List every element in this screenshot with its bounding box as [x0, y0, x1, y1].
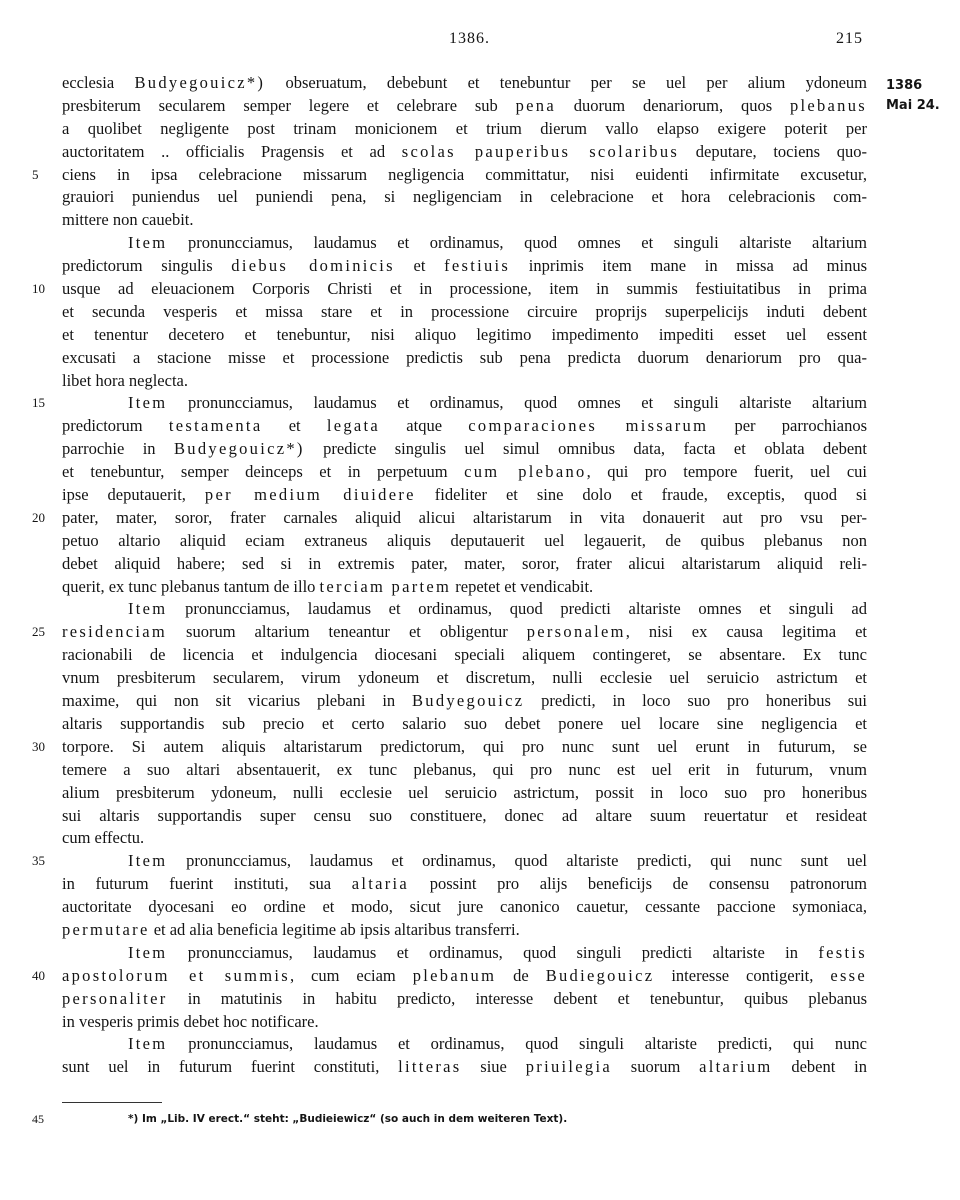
footnote: *) Im „Lib. IV erect.“ steht: „Budieiewicz“ (so auch in dem weiteren Text). — [128, 1113, 568, 1125]
text-line — [0, 576, 960, 599]
text-run: torpore. Si autem aliquis altaristarum predictorum, qui pro nunc sunt uel erunt in futurum, se — [62, 736, 867, 756]
line-text — [62, 324, 867, 347]
text-line — [0, 530, 960, 553]
text-line — [0, 850, 960, 873]
line-text — [62, 1011, 867, 1034]
text-run: sui altaris supportandis super censu suo constituere, donec ad altare suum reuertatur et resideat — [62, 805, 867, 825]
line-text — [62, 118, 867, 141]
text-run: per parrochianos — [708, 416, 867, 436]
text-run: mittere non cauebit. — [62, 210, 194, 230]
line-text — [62, 736, 867, 759]
spaced-emphasis: plebanus — [789, 95, 867, 115]
text-line — [0, 415, 960, 438]
spaced-emphasis: priuilegia — [525, 1057, 612, 1077]
spaced-emphasis: residenciam — [62, 622, 168, 642]
text-run: pronuncciamus, laudamus et ordinamus, quod omnes et singuli altariste altarium — [167, 233, 867, 253]
line-number: 10 — [32, 281, 45, 297]
spaced-emphasis: Item — [128, 233, 168, 253]
text-line — [0, 95, 960, 118]
text-line — [0, 255, 960, 278]
text-line — [0, 782, 960, 805]
spaced-emphasis: festis — [818, 942, 867, 962]
text-run: predicte singulis uel simul omnibus data, facta et oblata debent — [304, 439, 867, 459]
line-text — [62, 164, 867, 187]
line-text — [62, 209, 867, 232]
text-run: pronuncciamus, laudamus et ordinamus, quod singuli predicti altariste in — [167, 942, 819, 962]
text-run: racionabili de licencia et indulgencia diocesani speciali aliquem contingeret, se absentare. Ex tunc — [62, 645, 867, 665]
line-text — [62, 621, 867, 644]
text-run: alium presbiterum ydoneum, nulli ecclesie uel seruicio astrictum, possit in loco suo pro honeribus — [62, 782, 867, 802]
text-run: , qui pro tempore fuerit, uel cui — [586, 462, 867, 482]
line-number: 15 — [32, 395, 45, 411]
line-number: 5 — [32, 166, 39, 182]
spaced-emphasis: litteras — [398, 1057, 462, 1077]
spaced-emphasis: esse — [830, 965, 867, 985]
text-line — [0, 370, 960, 393]
text-line — [0, 988, 960, 1011]
spaced-emphasis: Item — [128, 1034, 168, 1054]
line-text — [62, 461, 867, 484]
text-run: pronuncciamus, laudamus et ordinamus, quod omnes et singuli altariste altarium — [167, 393, 867, 413]
text-run: vnum presbiterum secularem, virum ydoneum et discretum, nulli ecclesie uel seruicio astrictum et — [62, 668, 867, 688]
text-run: ciens in ipsa celebracione missarum negligencia committatur, nisi euidenti infirmitate excusetur, — [62, 164, 867, 184]
text-run: in matutinis in habitu predicto, interesse debent et tenebuntur, quibus plebanus — [167, 988, 867, 1008]
text-run: siue — [461, 1057, 526, 1077]
spaced-emphasis: comparaciones missarum — [468, 416, 709, 436]
text-run: possint pro alijs beneficijs de consensu patronorum — [409, 874, 867, 894]
spaced-emphasis: altaria — [351, 874, 410, 894]
line-text — [62, 255, 867, 278]
text-line — [0, 1033, 960, 1056]
spaced-emphasis: plebanum — [412, 965, 497, 985]
text-run: usque ad eleuacionem Corporis Christi et in processione, item in summis festiuitatibus in prima — [62, 279, 867, 299]
text-run: presbiterum secularem semper legere et celebrare sub — [62, 95, 516, 115]
text-line — [0, 598, 960, 621]
text-run: ecclesia — [62, 73, 135, 92]
text-line — [0, 438, 960, 461]
text-run: sunt uel in futurum fuerint constituti, — [62, 1057, 399, 1077]
spaced-emphasis: diebus dominicis — [231, 256, 395, 276]
line-number: 35 — [32, 853, 45, 869]
text-run: repetet et vendicabit. — [451, 576, 594, 596]
text-run: auctoritate dyocesani eo ordine et modo, sicut jure canonico cauetur, cessante paccione symoniaca, — [62, 897, 867, 917]
text-run: duorum denariorum, quos — [555, 95, 790, 115]
text-run: parrochie in — [62, 439, 174, 459]
spaced-emphasis: festiuis — [444, 256, 511, 276]
text-line — [0, 667, 960, 690]
text-run: querit, ex tunc plebanus tantum de illo — [62, 576, 320, 596]
spaced-emphasis: Budiegouicz — [545, 965, 655, 985]
margin-day: Mai 24. — [886, 98, 940, 113]
text-run: suorum altarium teneantur et obligentur — [167, 622, 527, 642]
text-line — [0, 392, 960, 415]
text-run: debent in — [772, 1057, 867, 1077]
spaced-emphasis: Item — [128, 851, 168, 871]
spaced-emphasis: Budyegouicz*) — [134, 73, 266, 92]
text-line — [0, 919, 960, 942]
text-run: et ad alia beneficia legitime ab ipsis altaribus transferri. — [149, 919, 520, 939]
text-run: altaris supportandis sub precio et certo salario suo debet ponere uel locare sine negligencia et — [62, 713, 867, 733]
text-line — [0, 896, 960, 919]
line-text — [128, 850, 867, 873]
spaced-emphasis: Item — [128, 393, 168, 413]
spaced-emphasis: terciam partem — [319, 576, 452, 596]
text-line — [0, 942, 960, 965]
line-text — [62, 644, 867, 667]
text-run: libet hora neglecta. — [62, 370, 188, 390]
text-line — [0, 759, 960, 782]
spaced-emphasis: testamenta — [168, 416, 263, 436]
text-run: suorum — [611, 1057, 700, 1077]
text-line — [0, 141, 960, 164]
footnote-line-number: 45 — [32, 1112, 44, 1126]
line-text — [128, 232, 867, 255]
text-line — [0, 805, 960, 828]
line-text — [62, 919, 867, 942]
spaced-emphasis: permutare — [62, 919, 150, 939]
line-text — [62, 873, 867, 896]
document-body — [0, 72, 960, 1079]
text-run: predicti, in loco suo pro honeribus sui — [524, 691, 867, 711]
text-run: predictorum — [62, 416, 169, 436]
line-text — [128, 942, 867, 965]
text-line — [0, 736, 960, 759]
text-run: deputare, tociens quo- — [679, 141, 867, 161]
spaced-emphasis: personalem — [526, 622, 626, 642]
text-line — [0, 232, 960, 255]
line-text — [62, 301, 867, 324]
line-text — [62, 72, 867, 95]
text-run: , nisi ex causa legitima et — [625, 622, 867, 642]
line-text — [62, 530, 867, 553]
text-run: temere a suo altari absentauerit, ex tunc plebanus, qui pro nunc est uel erit in futurum, vnum — [62, 759, 867, 779]
text-run: maxime, qui non sit vicarius plebani in — [62, 691, 412, 711]
text-run: atque — [380, 416, 469, 436]
text-line — [0, 118, 960, 141]
text-run: pronuncciamus, laudamus et ordinamus, quod predicti altariste omnes et singuli ad — [167, 599, 867, 619]
text-line — [0, 209, 960, 232]
line-text — [62, 576, 867, 599]
line-text — [62, 507, 867, 530]
spaced-emphasis: scolas pauperibus scolaribus — [401, 141, 680, 161]
text-line — [0, 347, 960, 370]
text-line — [0, 72, 960, 95]
line-number: 20 — [32, 509, 45, 525]
page-number: 215 — [836, 30, 863, 47]
text-run: cum effectu. — [62, 828, 145, 848]
text-run: petuo altario aliquid eciam extraneus aliquis deputauerit uel legauerit, de quibus plebanus non — [62, 530, 867, 550]
line-text — [62, 782, 867, 805]
text-line — [0, 301, 960, 324]
line-text — [62, 667, 867, 690]
line-text — [62, 713, 867, 736]
text-line — [0, 713, 960, 736]
line-number: 30 — [32, 738, 45, 754]
line-number: 40 — [32, 967, 45, 983]
text-line — [0, 690, 960, 713]
line-text — [62, 415, 867, 438]
text-line — [0, 1056, 960, 1079]
spaced-emphasis: Budyegouicz — [411, 691, 525, 711]
spaced-emphasis: Budyegouicz*) — [173, 439, 305, 459]
margin-year: 1386 — [886, 78, 923, 93]
running-header — [0, 30, 960, 54]
text-line — [0, 278, 960, 301]
text-line — [0, 507, 960, 530]
text-run: pronuncciamus, laudamus et ordinamus, quod singuli altariste predicti, qui nunc — [167, 1034, 867, 1054]
spaced-emphasis: altarium — [699, 1057, 773, 1077]
spaced-emphasis: Item — [128, 599, 168, 619]
line-text — [62, 347, 867, 370]
line-text — [62, 553, 867, 576]
line-text — [62, 805, 867, 828]
text-run: pater, mater, soror, frater carnales aliquid alicui altaristarum in vita donauerit aut pro vsu per- — [62, 507, 867, 527]
line-text — [62, 988, 867, 1011]
text-run: inprimis item mane in missa ad minus — [510, 256, 867, 276]
spaced-emphasis: per medium diuidere — [204, 485, 416, 505]
line-text — [62, 370, 867, 393]
header-year: 1386. — [449, 30, 490, 47]
text-line — [0, 164, 960, 187]
line-number: 25 — [32, 624, 45, 640]
text-line — [0, 484, 960, 507]
text-run: excusati a stacione misse et processione predictis sub pena predicta duorum denariorum pro qua- — [62, 347, 867, 367]
text-line — [0, 324, 960, 347]
footnote-rule — [62, 1102, 162, 1103]
text-run: et — [394, 256, 445, 276]
text-line — [0, 1011, 960, 1034]
text-run: et — [262, 416, 327, 436]
line-text — [128, 598, 867, 621]
text-run: obseruatum, debebunt et tenebuntur per se uel per alium ydoneum — [265, 73, 867, 92]
text-run: pronuncciamus, laudamus et ordinamus, quod altariste predicti, qui nunc sunt uel — [167, 851, 867, 871]
text-run: fideliter et sine dolo et fraude, exceptis, quod si — [415, 485, 867, 505]
text-line — [0, 827, 960, 850]
text-run: auctoritatem .. officialis Pragensis et ad — [62, 141, 402, 161]
spaced-emphasis: cum plebano — [464, 462, 587, 482]
text-run: et tenebuntur, semper deinceps et in perpetuum — [62, 462, 465, 482]
text-line — [0, 965, 960, 988]
line-text — [62, 484, 867, 507]
line-text — [62, 690, 867, 713]
text-run: et tenentur decetero et tenebuntur, nisi aliquo legitimo impedimento impediti esset uel essent — [62, 324, 867, 344]
text-run: in vesperis primis debet hoc notificare. — [62, 1011, 319, 1031]
text-run: interesse contigerit, — [654, 965, 831, 985]
text-line — [0, 553, 960, 576]
text-run: a quolibet negligente post trinam monicionem et trium dierum vallo elapso exigere poterit per — [62, 118, 867, 138]
text-line — [0, 644, 960, 667]
text-line — [0, 873, 960, 896]
text-run: de — [496, 965, 546, 985]
text-run: predictorum singulis — [62, 256, 232, 276]
line-text — [62, 759, 867, 782]
line-text — [62, 965, 867, 988]
text-line — [0, 461, 960, 484]
spaced-emphasis: Item — [128, 942, 168, 962]
spaced-emphasis: legata — [326, 416, 381, 436]
spaced-emphasis: pena — [515, 95, 556, 115]
text-run: , cum eciam — [289, 965, 413, 985]
line-text — [62, 896, 867, 919]
line-text — [62, 278, 867, 301]
spaced-emphasis: personaliter — [62, 988, 168, 1008]
line-text — [62, 186, 867, 209]
text-run: grauiori puniendus uel puniendi pena, si negligenciam in celebracione et hora celebracionis com- — [62, 187, 867, 207]
text-line — [0, 621, 960, 644]
line-text — [62, 1056, 867, 1079]
line-text — [62, 95, 867, 118]
line-text — [128, 392, 867, 415]
text-run: in futurum fuerint instituti, sua — [62, 874, 352, 894]
line-text — [62, 827, 867, 850]
spaced-emphasis: apostolorum et summis — [62, 965, 290, 985]
text-run: et secunda vesperis et missa stare et in processione circuire proprijs superpelicijs induti debent — [62, 301, 867, 321]
line-text — [128, 1033, 867, 1056]
text-line — [0, 186, 960, 209]
line-text — [62, 438, 867, 461]
line-text — [62, 141, 867, 164]
text-run: ipse deputauerit, — [62, 485, 205, 505]
text-run: debet aliquid habere; sed si in extremis pater, mater, soror, frater alicui altaristarum aliquid reli- — [62, 553, 867, 573]
